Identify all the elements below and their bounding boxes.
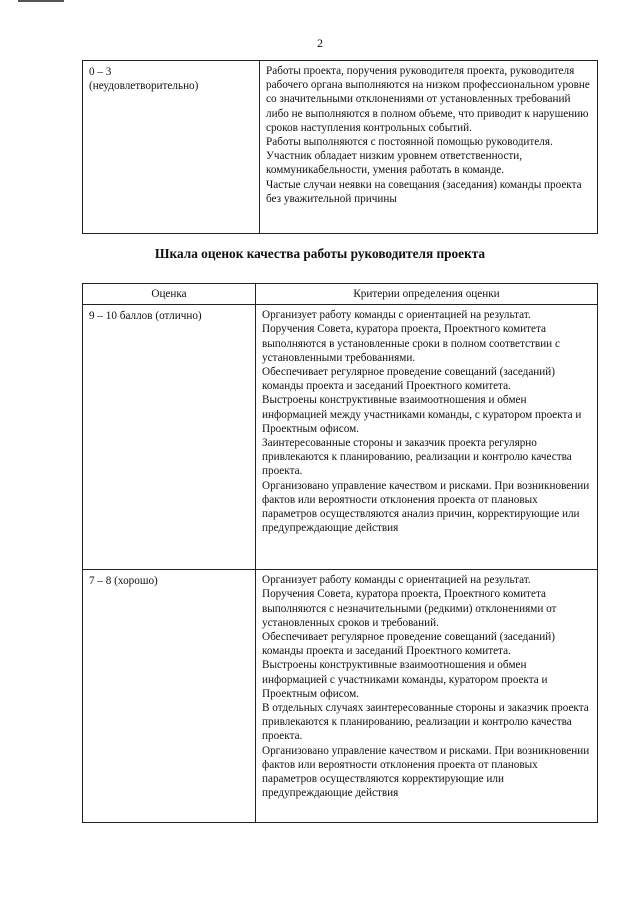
criteria-paragraph: Поручения Совета, куратора проекта, Проектного комитета выполняются с незначительными (редкими) отклонениями от установленных сроков и требований. [262, 588, 557, 629]
continued-criteria-table [82, 60, 598, 234]
criteria-paragraph: Поручения Совета, куратора проекта, Проектного комитета выполняются в установленные сроки в полном соответствии с установленными требованиями. [262, 323, 560, 364]
criteria-paragraph: В отдельных случаях заинтересованные стороны и заказчик проекта привлекаются к планированию, реализации и контролю качества проекта. [262, 702, 589, 743]
criteria-paragraph: Участник обладает низким уровнем ответственности, коммуникабельности, умения работать в команде. [266, 150, 523, 177]
table-header-row [83, 284, 598, 305]
table-row [83, 61, 598, 234]
header-criteria: Критерии определения оценки [256, 284, 598, 305]
score-cell [83, 61, 260, 234]
criteria-paragraph: Организовано управление качеством и рисками. При возникновении фактов или вероятности отклонения проекта от плановых параметров осуществляются корректирующие или предупреждающие действия [262, 744, 590, 800]
criteria-paragraph: Организовано управление качеством и рисками. При возникновении фактов или вероятности отклонения проекта от плановых параметров осуществляются анализ причин, корректирующие или предупреждающие действия [262, 479, 590, 535]
criteria-paragraph: Обеспечивает регулярное проведение совещаний (заседаний) команды проекта и заседаний Проектного комитета. [262, 631, 555, 658]
page-number: 2 [317, 36, 323, 50]
criteria-cell [256, 305, 598, 570]
criteria-paragraph: Организует работу команды с ориентацией на результат. [262, 574, 531, 587]
table-row [83, 570, 598, 823]
score-value: 0 – 3 [89, 66, 112, 78]
criteria-paragraph: Организует работу команды с ориентацией на результат. [262, 309, 531, 322]
section-title: Шкала оценок качества работы руководителя проекта [154, 246, 486, 261]
criteria-paragraph: Частые случаи неявки на совещания (заседания) команды проекта без уважительной причины [266, 178, 582, 205]
criteria-cell [256, 570, 598, 823]
criteria-paragraph: Выстроены конструктивные взаимоотношения и обмен информацией между участниками команды, с куратором проекта и Проектным офисом. [262, 394, 582, 435]
criteria-paragraph: Работы выполняются с постоянной помощью руководителя. [266, 136, 553, 149]
header-grade: Оценка [83, 284, 256, 305]
criteria-paragraph: Выстроены конструктивные взаимоотношения и обмен информацией с участниками команды, куратором проекта и Проектным офисом. [262, 659, 548, 700]
score-rating: (неудовлетворительно) [89, 80, 199, 93]
grade-cell: 9 – 10 баллов (отлично) [83, 305, 256, 570]
grade-cell: 7 – 8 (хорошо) [83, 570, 256, 823]
criteria-paragraph: Работы проекта, поручения руководителя проекта, руководителя рабочего органа выполняются на низком профессиональном уровне со значительными отклонениями от установленных требований либо не выполняются в полном объеме, что приводит к нарушению сроков наступления контрольных событий. [266, 65, 590, 134]
manager-rating-table [82, 283, 598, 823]
criteria-paragraph: Заинтересованные стороны и заказчик проекта регулярно привлекаются к планированию, реализации и контролю качества проекта. [262, 437, 572, 478]
criteria-cell [260, 61, 598, 234]
table-row [83, 305, 598, 570]
scan-edge-mark [18, 0, 64, 2]
criteria-paragraph: Обеспечивает регулярное проведение совещаний (заседаний) команды проекта и заседаний Проектного комитета. [262, 366, 555, 393]
